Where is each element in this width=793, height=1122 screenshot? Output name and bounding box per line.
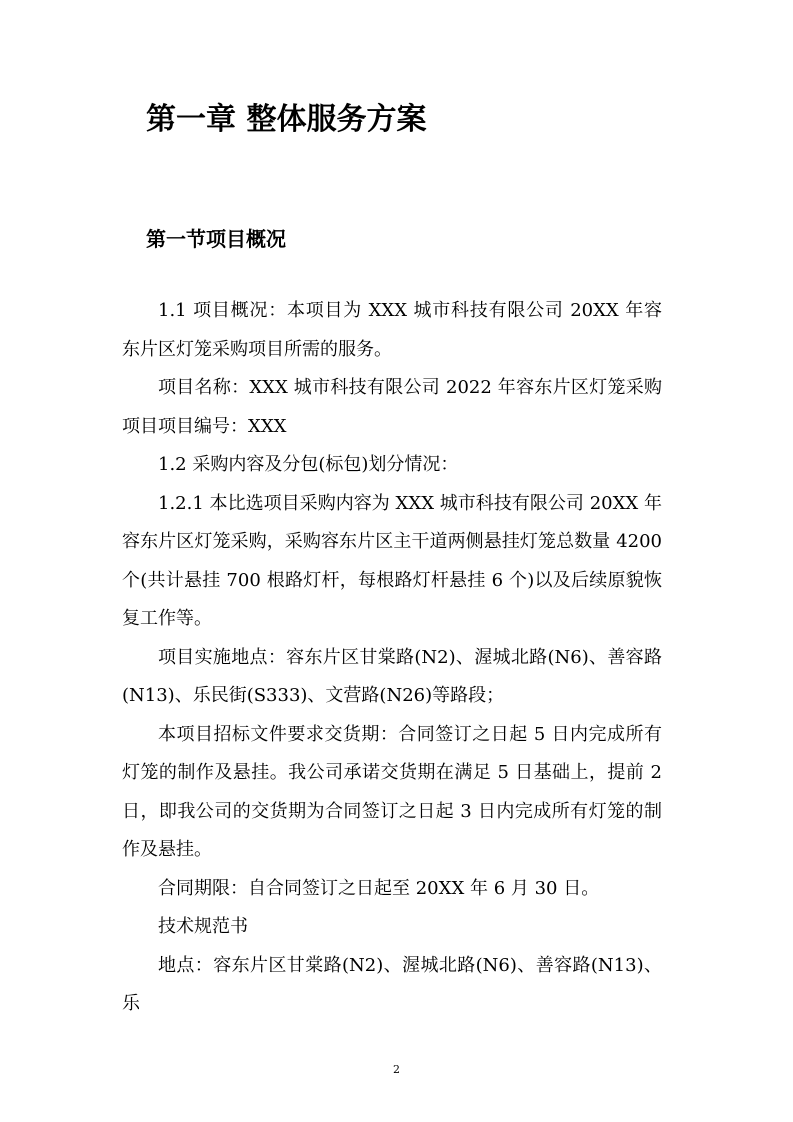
- paragraph-location: 地点：容东片区甘棠路(N2)、渥城北路(N6)、善容路(N13)、乐: [122, 954, 662, 1014]
- paragraph-project-name: 项目名称：XXX 城市科技有限公司 2022 年容东片区灯笼采购项目项目编号：XXX: [122, 377, 662, 437]
- paragraph-project-overview: 1.1 项目概况：本项目为 XXX 城市科技有限公司 20XX 年容东片区灯笼采购项目所需的服务。: [122, 300, 662, 360]
- page-number: 2: [393, 1063, 400, 1076]
- paragraph-procurement-content: 1.2 采购内容及分包(标包)划分情况：: [158, 454, 459, 475]
- paragraph-delivery-period: 本项目招标文件要求交货期：合同签订之日起 5 日内完成所有灯笼的制作及悬挂。我公司承诺交货期在满足 5 日基础上，提前 2 日，即我公司的交货期为合同签订之日起 3 日内完成所有灯笼的制作及悬挂。: [122, 723, 662, 860]
- chapter-title: 第一章 整体服务方案: [146, 102, 427, 137]
- section-title: 第一节项目概况: [146, 227, 286, 251]
- document-body: [122, 292, 662, 1024]
- paragraph-technical-spec: 技术规范书: [158, 916, 248, 937]
- paragraph-contract-term: 合同期限：自合同签订之日起至 20XX 年 6 月 30 日。: [158, 877, 600, 899]
- paragraph-procurement-detail: 1.2.1 本比选项目采购内容为 XXX 城市科技有限公司 20XX 年容东片区灯笼采购，采购容东片区主干道两侧悬挂灯笼总数量 4200 个(共计悬挂 700 根路灯杆，每根路灯杆悬挂 6 个)以及后续原貌恢复工作等。: [122, 492, 662, 629]
- paragraph-implementation-location: 项目实施地点：容东片区甘棠路(N2)、渥城北路(N6)、善容路(N13)、乐民街(S333)、文营路(N26)等路段；: [122, 646, 662, 706]
